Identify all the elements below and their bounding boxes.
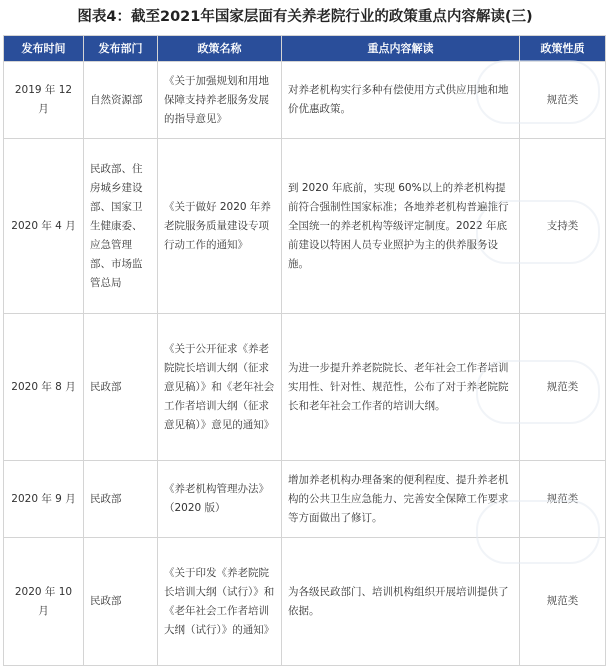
table-row — [4, 139, 606, 314]
table-row — [4, 538, 606, 666]
header-content: 重点内容解读 — [282, 36, 520, 62]
cell-date: 2020 年 10 月 — [4, 538, 84, 666]
policy-table — [3, 35, 606, 666]
cell-dept: 民政部、住房城乡建设部、国家卫生健康委、应急管理部、市场监管总局 — [84, 139, 158, 314]
cell-name: 《关于做好 2020 年养老院服务质量建设专项行动工作的通知》 — [158, 139, 282, 314]
cell-date: 2020 年 4 月 — [4, 139, 84, 314]
cell-dept: 民政部 — [84, 461, 158, 538]
header-date: 发布时间 — [4, 36, 84, 62]
cell-nature: 规范类 — [520, 62, 606, 139]
cell-dept: 民政部 — [84, 314, 158, 461]
cell-date: 2020 年 9 月 — [4, 461, 84, 538]
cell-name: 《关于公开征求《养老院院长培训大纲（征求意见稿）》和《老年社会工作者培训大纲（征求意见稿）》意见的通知》 — [158, 314, 282, 461]
cell-nature: 规范类 — [520, 314, 606, 461]
table-header — [4, 36, 606, 62]
header-row — [4, 36, 606, 62]
cell-content: 为进一步提升养老院院长、老年社会工作者培训实用性、针对性、规范性，公布了对于养老院院长和老年社会工作者的培训大纲。 — [282, 314, 520, 461]
cell-nature: 规范类 — [520, 461, 606, 538]
cell-content: 为各级民政部门、培训机构组织开展培训提供了依据。 — [282, 538, 520, 666]
cell-nature: 规范类 — [520, 538, 606, 666]
cell-name: 《养老机构管理办法》（2020 版） — [158, 461, 282, 538]
cell-dept: 自然资源部 — [84, 62, 158, 139]
table-row — [4, 461, 606, 538]
cell-dept: 民政部 — [84, 538, 158, 666]
table-row — [4, 314, 606, 461]
cell-date: 2020 年 8 月 — [4, 314, 84, 461]
cell-nature: 支持类 — [520, 139, 606, 314]
figure-title: 图表4：截至2021年国家层面有关养老院行业的政策重点内容解读(三) — [77, 9, 533, 25]
cell-name: 《关于印发《养老院院长培训大纲（试行）》和《老年社会工作者培训大纲（试行）》的通知》 — [158, 538, 282, 666]
table-row — [4, 62, 606, 139]
cell-date: 2019 年 12 月 — [4, 62, 84, 139]
cell-content: 对养老机构实行多种有偿使用方式供应用地和地价优惠政策。 — [282, 62, 520, 139]
cell-name: 《关于加强规划和用地保障支持养老服务发展的指导意见》 — [158, 62, 282, 139]
header-nature: 政策性质 — [520, 36, 606, 62]
table-body — [4, 62, 606, 666]
header-dept: 发布部门 — [84, 36, 158, 62]
cell-content: 到 2020 年底前，实现 60%以上的养老机构提前符合强制性国家标准；各地养老机构普遍推行全国统一的养老机构等级评定制度。2022 年底前建设以特困人员专业照护为主的供养服务设施。 — [282, 139, 520, 314]
cell-content: 增加养老机构办理备案的便利程度、提升养老机构的公共卫生应急能力、完善安全保障工作要求等方面做出了修订。 — [282, 461, 520, 538]
header-name: 政策名称 — [158, 36, 282, 62]
